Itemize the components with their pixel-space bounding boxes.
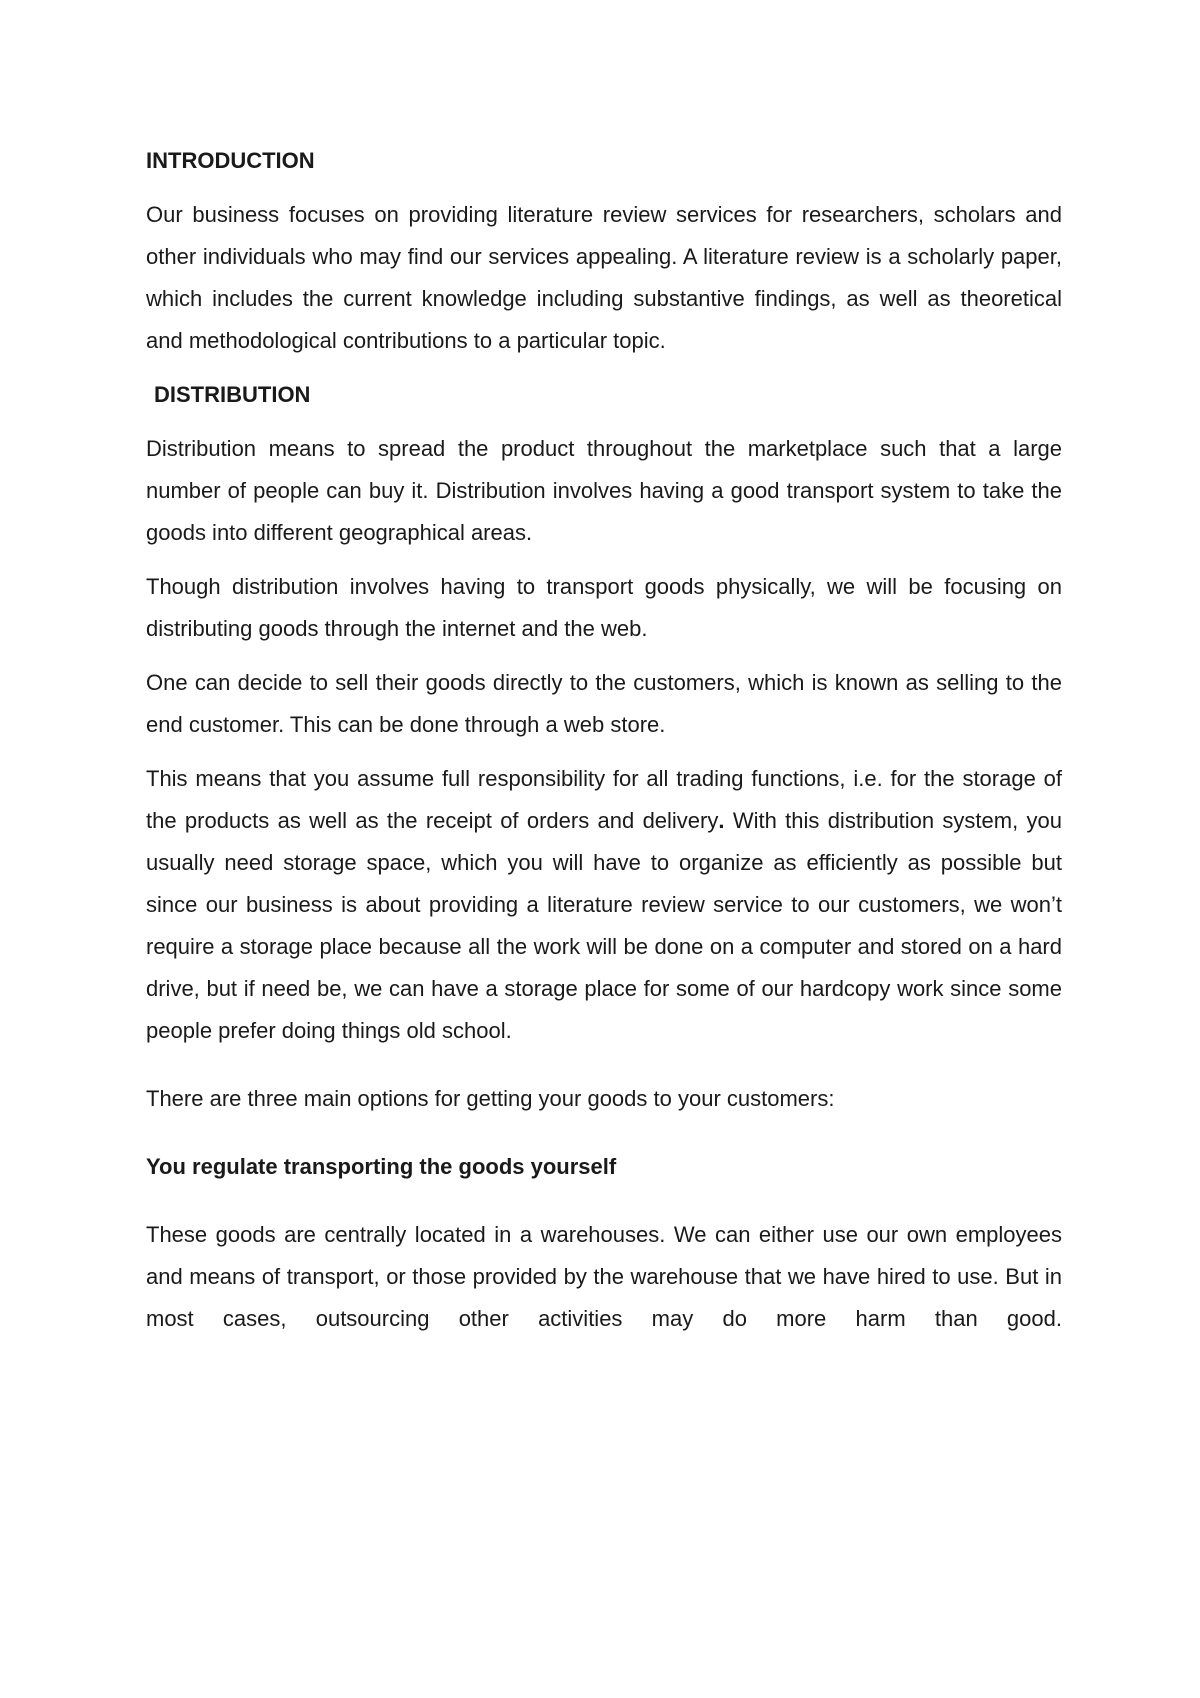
- distribution-paragraph-4-part-b: With this distribution system, you usually need storage space, which you will have to organize as efficiently as possible but since our business is about providing a literature review service to our customers, we won’t require a storage place because all the work will be done on a computer and stored on a hard drive, but if need be, we can have a storage place for some of our hardcopy work since some people prefer doing things old school.: [146, 808, 1062, 1043]
- distribution-paragraph-3: One can decide to sell their goods directly to the customers, which is known as selling to the end customer. This can be done through a web store.: [146, 670, 1062, 737]
- option-1-paragraph: These goods are centrally located in a warehouses. We can either use our own employees and means of transport, or those provided by the warehouse that we have hired to use. But in most cases, outsourcing other activities may do more harm than good.: [146, 1222, 1062, 1331]
- distribution-paragraph-4: [146, 758, 1062, 1052]
- distribution-paragraph-2: Though distribution involves having to transport goods physically, we will be focusing on distributing goods through the internet and the web.: [146, 574, 1062, 641]
- intro-heading: INTRODUCTION: [146, 148, 315, 173]
- distribution-paragraph-4-part-a: This means that you assume full responsibility for all trading functions, i.e. for the storage of the products as well as the receipt of orders and delivery: [146, 766, 1062, 833]
- options-paragraph: There are three main options for getting your goods to your customers:: [146, 1086, 835, 1111]
- intro-paragraph: Our business focuses on providing literature review services for researchers, scholars and other individuals who may find our services appealing. A literature review is a scholarly paper, which includes the current knowledge including substantive findings, as well as theoretical and methodological contributions to a particular topic.: [146, 202, 1062, 353]
- option-1-heading: You regulate transporting the goods yourself: [146, 1154, 617, 1179]
- document-page: [146, 140, 1062, 1340]
- distribution-paragraph-1: Distribution means to spread the product throughout the marketplace such that a large number of people can buy it. Distribution involves having a good transport system to take the goods into different geographical areas.: [146, 436, 1062, 545]
- distribution-heading: DISTRIBUTION: [154, 382, 311, 407]
- distribution-paragraph-4-period: .: [718, 808, 725, 833]
